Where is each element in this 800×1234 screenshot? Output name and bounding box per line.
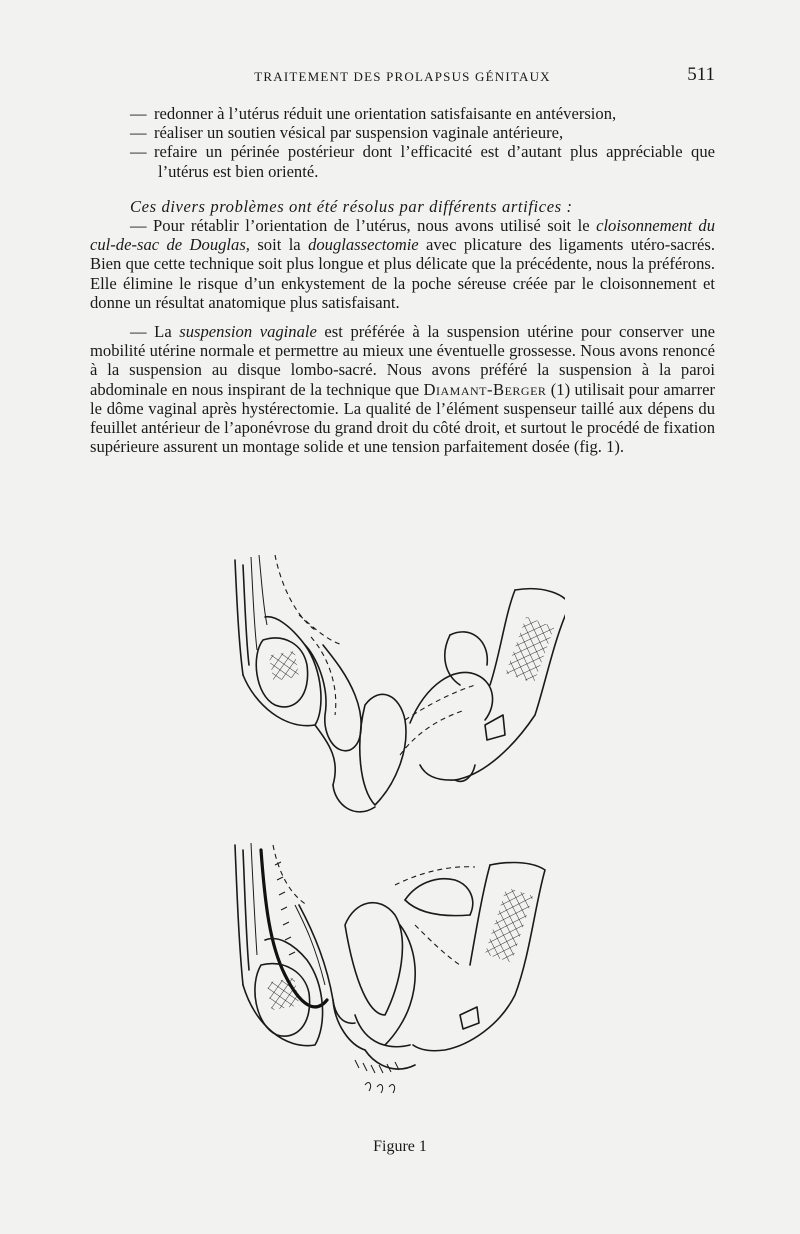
- anatomical-figure: [215, 545, 565, 1135]
- author-name: Diamant-Berger: [423, 379, 547, 399]
- schematic-top: [235, 555, 565, 812]
- para1-term-douglassectomie: douglassectomie: [308, 235, 419, 255]
- page-number: 511: [687, 64, 715, 85]
- list-dash: —: [130, 104, 147, 123]
- list-item-text: réaliser un soutien vésical par suspension vaginale antérieure,: [154, 123, 564, 143]
- list-item: [90, 123, 715, 142]
- figure-drawing: [215, 545, 565, 1135]
- list-item-text: redonner à l’utérus réduit une orientation satisfaisante en antéversion,: [154, 104, 617, 123]
- list-item: [90, 142, 715, 180]
- para2-text-c: est préférée à la suspension utérine pour conserver une mobilité utérine normale et permettre au mieux une éventuelle grossesse. Nous avons renoncé à la suspension au disque lombo-sacré. Nous avons préféré la suspension à la paroi abdominale en nous inspirant de la technique que: [90, 322, 715, 399]
- list-dash: —: [130, 123, 147, 143]
- para2-text-e: (1) utilisait pour amarrer le dôme vaginal après hystérectomie. La qualité de l’élément suspenseur taillé aux dépens du feuillet antérieur de l’aponévrose du grand droit du côté droit, et surtout le procédé de fixation supérieure assurent un montage solide et une tension parfaitement dosée (fig. 1).: [90, 379, 715, 457]
- body-text: [90, 104, 715, 456]
- list-item-text: refaire un périnée postérieur dont l’efficacité est d’autant plus appréciable que l’utérus est bien orienté.: [154, 142, 715, 181]
- schematic-bottom: [235, 843, 545, 1093]
- paragraph-cloisonnement: [90, 216, 715, 312]
- lead-sentence: Ces divers problèmes ont été résolus par différents artifices :: [130, 196, 573, 216]
- running-title: TRAITEMENT DES PROLAPSUS GÉNITAUX: [254, 69, 551, 84]
- paragraph-suspension: [90, 322, 715, 456]
- list-dash: —: [130, 142, 147, 162]
- para1-text-c: soit la: [249, 235, 309, 255]
- figure-caption: Figure 1: [373, 1138, 427, 1155]
- para1-text-a: — Pour rétablir l’orientation de l’utérus, nous avons utilisé soit le: [130, 216, 597, 236]
- running-head: [90, 64, 715, 88]
- para1-term-cloisonnement: cloisonnement du cul-de-sac de Douglas,: [90, 216, 715, 255]
- list-item: [90, 104, 715, 123]
- para2-term-suspension: suspension vaginale: [179, 322, 317, 342]
- para2-text-a: — La: [130, 322, 180, 342]
- para1-text-e: avec plicature des ligaments utéro-sacrés. Bien que cette technique soit plus longue et plus délicate que la précédente, nous la préférons. Elle élimine le risque d’un enkystement de la poche séreuse créée par le cloisonnement et donne un résultat anatomique plus satisfaisant.: [90, 235, 715, 312]
